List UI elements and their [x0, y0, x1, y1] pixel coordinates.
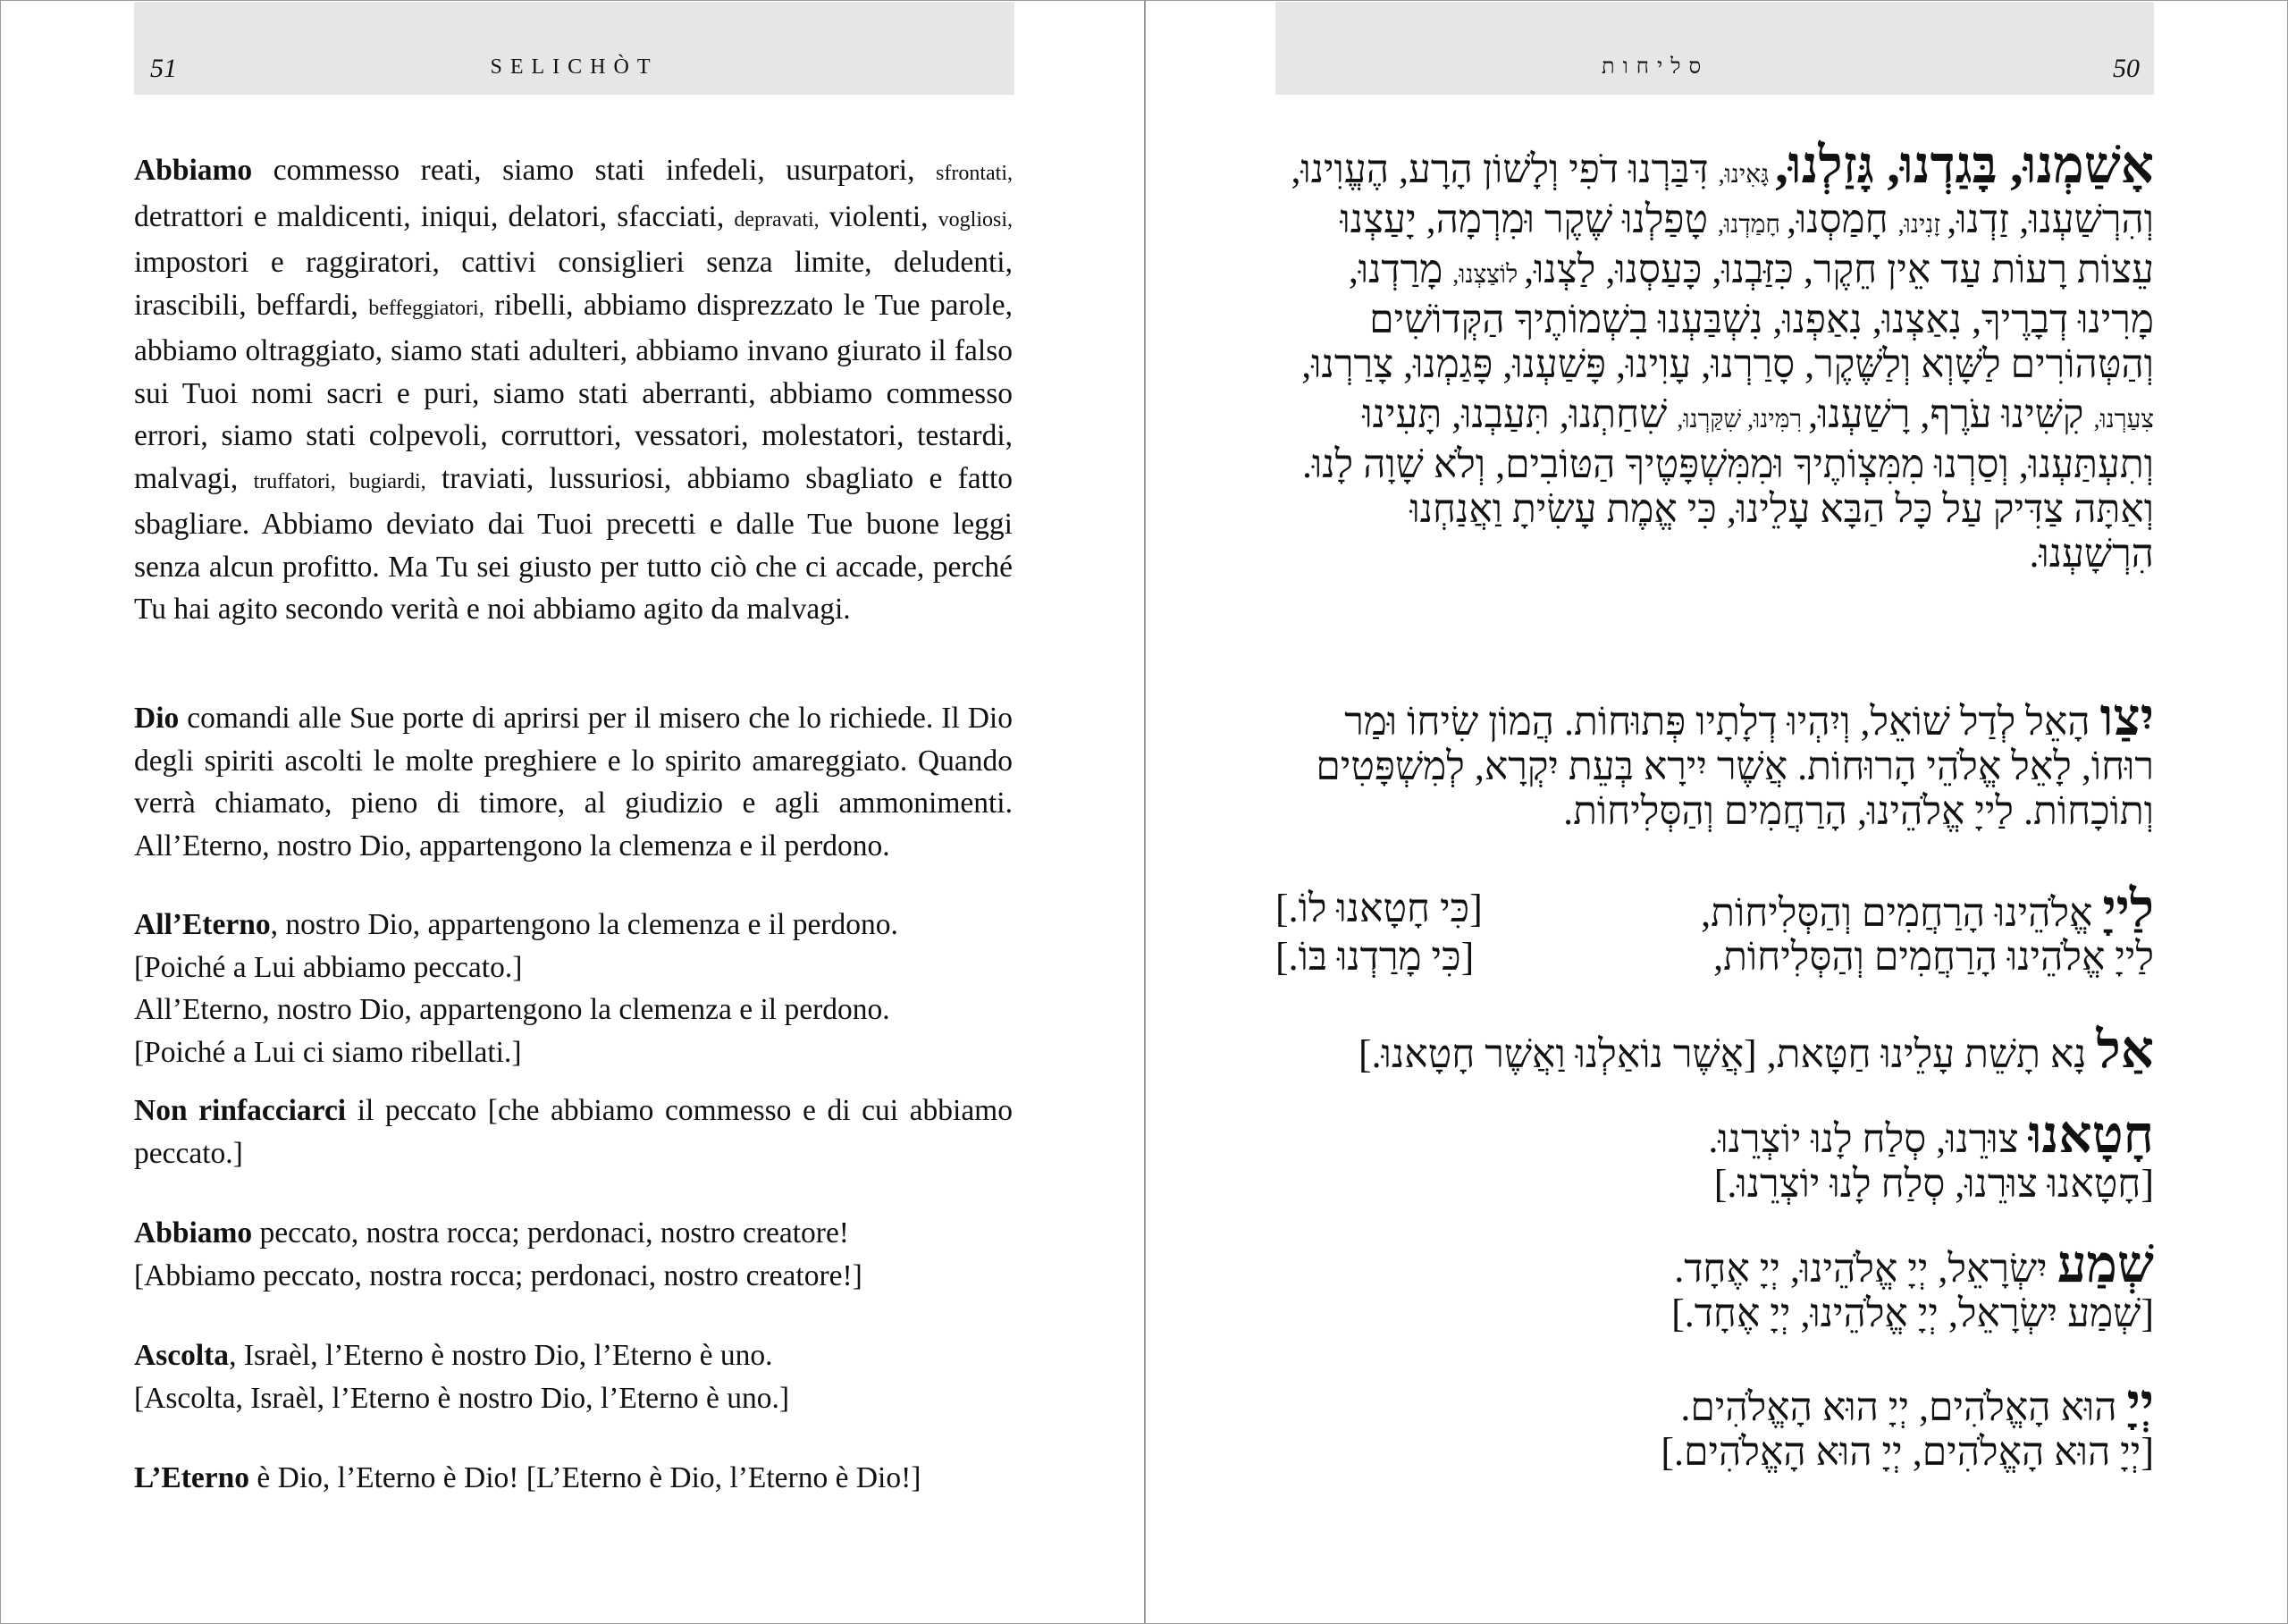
- text-span: commesso reati, siamo stati infedeli, usurpatori,: [252, 154, 937, 187]
- text-span: נָא תָשֵׁת עָלֵינוּ חַטָּאת, [אֲשֶׁר נוֹאַלְנוּ וַאֲשֶׁר חָטָאנוּ.]: [1358, 1032, 2097, 1076]
- small-variant: beffeggiatori,: [368, 296, 484, 320]
- right-page-title: סליחות: [1602, 55, 1710, 79]
- small-variant: רִמִּינוּ, שִׁקַּרְנוּ,: [1677, 406, 1809, 433]
- bold-lead: יִצַו: [2099, 688, 2154, 746]
- text-span: מָרַדְנוּ, מָרִינוּ דְבָרֶיךָ, נִאַצְנוּ, נִאַפְנוּ, נִשְׁבַּעְנוּ בִשְׁמוֹתֶיךָ הַקְּדוֹשִׁים וְהַטְּהוֹרִים לַשָּׁוְא וְלַשֶּׁקֶר, סָרַרְנוּ, עָוִינוּ, פָּשַׁעְנוּ, פָּגַמְנוּ, צָרַרְנוּ,: [1301, 248, 2154, 386]
- italian-paragraph-7: [134, 1457, 1013, 1500]
- small-variant: sfrontati,: [936, 162, 1013, 185]
- bold-lead: All’Eterno: [134, 908, 271, 941]
- hebrew-paragraph-4: [1275, 1021, 2154, 1079]
- hebrew-paragraph-5: [1275, 1106, 2154, 1207]
- hebrew-line-text: לַייָ אֱלֹהֵינוּ הָרַחֲמִים וְהַסְּלִיחוֹת,: [1713, 935, 2154, 979]
- bold-lead: Dio: [134, 702, 180, 735]
- bold-lead: שְׁמַע: [2057, 1235, 2154, 1293]
- hebrew-line: [1275, 935, 2154, 983]
- italian-paragraph-4: [134, 1090, 1013, 1174]
- hebrew-paragraph-3: [1275, 879, 2154, 983]
- italian-paragraph-6: [134, 1334, 1013, 1419]
- italian-paragraph-5: [134, 1212, 1013, 1297]
- small-variant: לוֹצַצְנוּ,: [1452, 261, 1525, 289]
- bold-lead: Abbiamo: [134, 154, 253, 187]
- small-variant: זָנִינוּ,: [1897, 211, 1947, 239]
- right-page-header: [1275, 2, 2154, 95]
- response-line: [שְׁמַע יִשְׂרָאֵל, יְיָ אֱלֹהֵינוּ, יְיָ אֶחָד.]: [1671, 1292, 2154, 1335]
- text-line: All’Eterno, nostro Dio, appartengono la clemenza e il perdono.: [134, 993, 890, 1026]
- small-variant: depravati,: [734, 207, 820, 231]
- small-variant: truffatori, bugiardi,: [253, 469, 426, 493]
- small-variant: צִעַרְנוּ,: [2093, 406, 2154, 433]
- text-span: il peccato [che abbiamo commesso e di cui abbiamo peccato.]: [134, 1094, 1013, 1170]
- text-span: detrattori e maldicenti, iniqui, delatori, sfacciati,: [134, 199, 735, 233]
- bold-lead: יְיָ: [2126, 1374, 2154, 1432]
- text-span: ribelli, abbiamo disprezzato le Tue parole, abbiamo oltraggiato, siamo stati adulteri, abbiamo invano giurato il falso sui Tuoi nomi sacri e puri, siamo stati aberranti, abbiamo commesso errori, siamo stati colpevoli, corruttori, vessatori, molestatori, testardi, malvagi,: [134, 288, 1013, 495]
- bold-lead: אַל: [2096, 1021, 2154, 1079]
- text-span: è Dio, l’Eterno è Dio! [L’Eterno è Dio, l’Eterno è Dio!]: [249, 1461, 921, 1494]
- text-span: חָמַסְנוּ,: [1786, 198, 1898, 241]
- response-line: [Poiché a Lui ci siamo ribellati.]: [134, 1035, 522, 1069]
- left-page-title: SELICHÒT: [490, 55, 659, 79]
- left-page-number: 51: [150, 54, 177, 83]
- italian-paragraph-3: [134, 904, 1013, 1073]
- small-variant: חָמַדְנוּ,: [1718, 211, 1787, 239]
- text-span: יִשְׂרָאֵל, יְיָ אֱלֹהֵינוּ, יְיָ אֶחָד.: [1674, 1247, 2057, 1291]
- text-span: הוּא הָאֱלֹהִים, יְיָ הוּא הָאֱלֹהִים.: [1680, 1385, 2127, 1429]
- text-span: , nostro Dio, appartengono la clemenza e il perdono.: [270, 908, 898, 941]
- text-span: שִׁחַתְנוּ, תִּעַבְנוּ, תָּעִינוּ וְתִעְתַּעְנוּ, וְסַרְנוּ מִמִּצְוֹתֶיךָ וּמִמִּשְׁפָּטֶיךָ הַטּוֹבִים, וְלֹא שָׁוָה לָנוּ. וְאַתָּה צַדִּיק עַל כָּל הַבָּא עָלֵינוּ, כִּי אֱמֶת עָשִׂיתָ וַאֲנַחְנוּ הִרְשָׁעְנוּ.: [1301, 392, 2154, 576]
- text-span: peccato, nostra rocca; perdonaci, nostro creatore!: [252, 1216, 849, 1250]
- text-span: קִשִּׁינוּ עֹרֶף, רָשַׁעְנוּ,: [1808, 392, 2094, 436]
- response-line: [Poiché a Lui abbiamo peccato.]: [134, 950, 523, 984]
- bold-lead: אָשַׁמְנוּ, בָּגַדְנוּ, גָּזַלְנוּ,: [1775, 136, 2154, 194]
- response-line: [כִּי מָרַדְנוּ בּוֹ.]: [1275, 935, 1475, 979]
- text-span: צוּרֵנוּ, סְלַח לָנוּ יוֹצְרֵנוּ.: [1708, 1117, 2029, 1161]
- text-line: [Ascolta, Israèl, l’Eterno è nostro Dio, l’Eterno è uno.]: [134, 1381, 790, 1415]
- hebrew-paragraph-6: [1275, 1235, 2154, 1336]
- small-variant: גָּאִינוּ,: [1718, 161, 1776, 189]
- italian-paragraph-1: [134, 149, 1013, 631]
- response-line: [חָטָאנוּ צוּרֵנוּ, סְלַח לָנוּ יוֹצְרֵנוּ.]: [1713, 1162, 2154, 1206]
- text-span: דִּבַּרְנוּ דֹפִי וְלָשׁוֹן הָרָע, הֶעֱוִינוּ, וְהִרְשַׁעְנוּ, זַדְנוּ,: [1291, 147, 2154, 241]
- hebrew-paragraph-2: [1275, 688, 2154, 834]
- text-span: אֱלֹהֵינוּ הָרַחֲמִים וְהַסְּלִיחוֹת,: [1701, 891, 2103, 935]
- text-span: traviati, lussuriosi, abbiamo sbagliato e fatto sbagliare. Abbiamo deviato dai Tuoi precetti e dalle Tue buone leggi senza alcun profitto. Ma Tu sei giusto per tutto ciò che ci accade, perché Tu hai agito secondo verità e noi abbiamo agito da malvagi.: [134, 461, 1014, 626]
- bold-lead: Ascolta: [134, 1339, 230, 1372]
- bold-lead: חָטָאנוּ: [2028, 1106, 2154, 1164]
- bold-lead: Abbiamo: [134, 1216, 253, 1250]
- text-span: impostori e raggiratori, cattivi consiglieri senza limite, deludenti, irascibili, beffardi,: [134, 246, 1013, 322]
- italian-paragraph-2: [134, 697, 1013, 867]
- left-page-header: [134, 2, 1014, 95]
- hebrew-line-text: [1701, 879, 2154, 938]
- text-span: violenti,: [819, 199, 938, 233]
- text-span: טָפַלְנוּ שֶׁקֶר וּמִרְמָה, יָעַצְנוּ עֵצוֹת רָעוֹת עַד אֵין חֵקֶר, כִּזַּבְנוּ, כָּעַסְנוּ, לַצְנוּ,: [1340, 198, 2154, 291]
- bold-lead: Non rinfacciarci: [134, 1094, 347, 1127]
- hebrew-paragraph-1: [1275, 136, 2154, 576]
- right-page-number: 50: [2113, 54, 2140, 83]
- hebrew-line: [1275, 879, 2154, 938]
- bold-lead: לַייָ: [2102, 879, 2154, 938]
- text-span: , Israèl, l’Eterno è nostro Dio, l’Eterno è uno.: [229, 1339, 773, 1372]
- hebrew-paragraph-7: [1275, 1374, 2154, 1475]
- response-line: [יְיָ הוּא הָאֱלֹהִים, יְיָ הוּא הָאֱלֹהִים.]: [1661, 1430, 2154, 1474]
- book-spine: [1144, 0, 1146, 1624]
- response-line: [כִּי חָטָאנוּ לוֹ.]: [1275, 887, 1483, 930]
- text-span: comandi alle Sue porte di aprirsi per il misero che lo richiede. Il Dio degli spiriti ascolti le molte preghiere e lo spirito amareggiato. Quando verrà chiamato, pieno di timore, al giudizio e agli ammonimenti. All’Eterno, nostro Dio, appartengono la clemenza e il perdono.: [134, 702, 1013, 862]
- text-span: הָאֵל לְדַל שׁוֹאֵל, וְיִהְיוּ דְלָתָיו פְּתוּחוֹת. הֲמוֹן שִׂיחוֹ וּמַר רוּחוֹ, לָאֵל אֱלֹהֵי הָרוּחוֹת. אֲשֶׁר יִירָא בְּעֵת יִקְרָא, לְמִשְׁפָּטִים וְתוֹכָחוֹת. לַייָ אֱלֹהֵינוּ, הָרַחֲמִים וְהַסְּלִיחוֹת.: [1316, 700, 2154, 833]
- small-variant: vogliosi,: [938, 207, 1013, 231]
- bold-lead: L’Eterno: [134, 1461, 250, 1494]
- text-line: [Abbiamo peccato, nostra rocca; perdonaci, nostro creatore!]: [134, 1258, 862, 1292]
